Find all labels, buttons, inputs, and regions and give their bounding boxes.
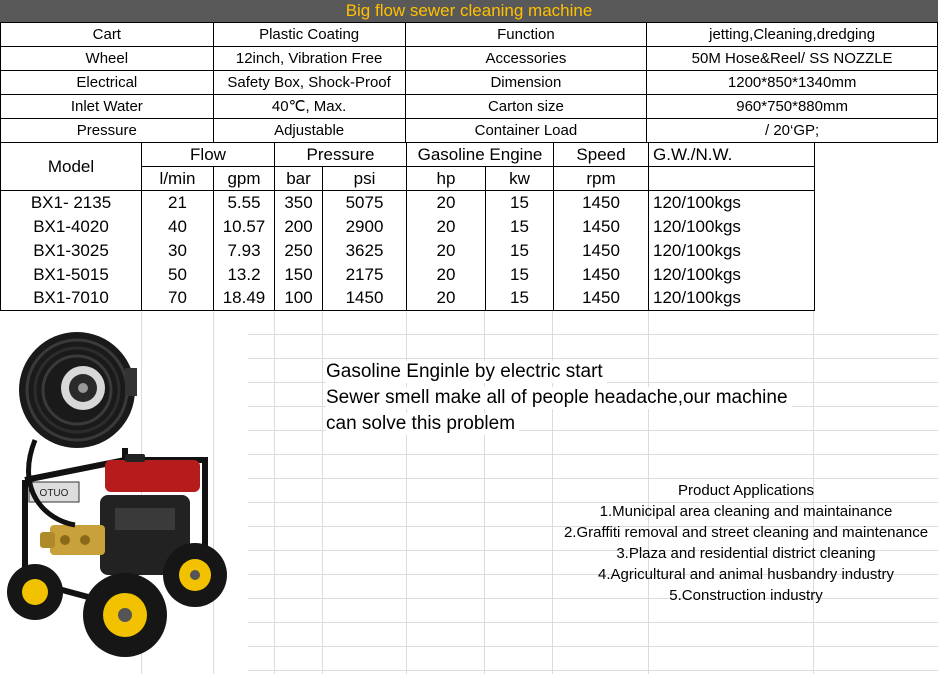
spec-row bbox=[1, 119, 938, 143]
table-row bbox=[1, 191, 815, 215]
model-header: Model bbox=[1, 143, 142, 191]
flow-header: Flow bbox=[142, 143, 275, 167]
cell-model: BX1-3025 bbox=[1, 239, 142, 263]
sewer-jetter-machine-image bbox=[5, 330, 247, 664]
spec-label: Carton size bbox=[405, 95, 647, 119]
cell-rpm: 1450 bbox=[554, 191, 649, 215]
application-item: 2.Graffiti removal and street cleaning and maintenance bbox=[563, 524, 929, 541]
application-item: 1.Municipal area cleaning and maintainance bbox=[599, 503, 893, 520]
front-wheel bbox=[83, 573, 167, 657]
unit-rpm: rpm bbox=[554, 167, 649, 191]
cell-gpm: 13.2 bbox=[214, 263, 275, 287]
cell-rpm: 1450 bbox=[554, 287, 649, 311]
model-table bbox=[0, 142, 815, 311]
spec-table bbox=[0, 22, 938, 143]
spec-label: Wheel bbox=[1, 47, 214, 71]
cell-gw: 120/100kgs bbox=[649, 239, 815, 263]
spec-label: Dimension bbox=[405, 71, 647, 95]
brass-pump bbox=[40, 525, 105, 555]
spec-row bbox=[1, 23, 938, 47]
page-title: Big flow sewer cleaning machine bbox=[0, 0, 938, 22]
unit-psi: psi bbox=[323, 167, 407, 191]
cell-model: BX1-7010 bbox=[1, 287, 142, 311]
feature-line-2: Sewer smell make all of people headache,our machine bbox=[326, 387, 792, 409]
cell-gpm: 10.57 bbox=[214, 215, 275, 239]
unit-kw: kw bbox=[486, 167, 554, 191]
cell-lmin: 21 bbox=[142, 191, 214, 215]
table-row bbox=[1, 239, 815, 263]
application-item: 5.Construction industry bbox=[669, 587, 823, 604]
model-table-header-row bbox=[1, 143, 815, 167]
rear-wheel bbox=[163, 543, 227, 607]
cell-psi: 3625 bbox=[323, 239, 407, 263]
application-item: 3.Plaza and residential district cleaning bbox=[616, 545, 876, 562]
spec-value: 12inch, Vibration Free bbox=[213, 47, 405, 71]
cell-gw: 120/100kgs bbox=[649, 263, 815, 287]
cell-lmin: 40 bbox=[142, 215, 214, 239]
application-item: 4.Agricultural and animal husbandry industry bbox=[598, 566, 894, 583]
cell-model: BX1-4020 bbox=[1, 215, 142, 239]
feature-line-1: Gasoline Enginle by electric start bbox=[326, 361, 607, 383]
spec-value: / 20‘GP; bbox=[647, 119, 938, 143]
left-wheel bbox=[7, 564, 63, 620]
speed-header: Speed bbox=[554, 143, 649, 167]
cell-gpm: 18.49 bbox=[214, 287, 275, 311]
cell-hp: 20 bbox=[407, 287, 486, 311]
cell-kw: 15 bbox=[486, 215, 554, 239]
spec-row bbox=[1, 71, 938, 95]
cell-hp: 20 bbox=[407, 239, 486, 263]
spec-label: Container Load bbox=[405, 119, 647, 143]
spec-value: 50M Hose&Reel/ SS NOZZLE bbox=[647, 47, 938, 71]
spec-value: Safety Box, Shock-Proof bbox=[213, 71, 405, 95]
cell-lmin: 50 bbox=[142, 263, 214, 287]
fuel-tank bbox=[105, 460, 200, 492]
cell-gpm: 5.55 bbox=[214, 191, 275, 215]
cell-kw: 15 bbox=[486, 239, 554, 263]
spec-label: Accessories bbox=[405, 47, 647, 71]
unit-lmin: l/min bbox=[142, 167, 214, 191]
cell-bar: 350 bbox=[275, 191, 323, 215]
cell-hp: 20 bbox=[407, 191, 486, 215]
cell-kw: 15 bbox=[486, 263, 554, 287]
cell-bar: 150 bbox=[275, 263, 323, 287]
spec-label: Electrical bbox=[1, 71, 214, 95]
spec-row bbox=[1, 95, 938, 119]
cell-rpm: 1450 bbox=[554, 215, 649, 239]
cell-rpm: 1450 bbox=[554, 263, 649, 287]
spec-value: 40℃, Max. bbox=[213, 95, 405, 119]
cell-gw: 120/100kgs bbox=[649, 287, 815, 311]
cell-gpm: 7.93 bbox=[214, 239, 275, 263]
spec-label: Cart bbox=[1, 23, 214, 47]
pressure-header: Pressure bbox=[275, 143, 407, 167]
unit-bar: bar bbox=[275, 167, 323, 191]
unit-gpm: gpm bbox=[214, 167, 275, 191]
spec-value: Adjustable bbox=[213, 119, 405, 143]
spec-value: 960*750*880mm bbox=[647, 95, 938, 119]
spec-value: 1200*850*1340mm bbox=[647, 71, 938, 95]
cell-hp: 20 bbox=[407, 263, 486, 287]
hose-reel bbox=[19, 332, 137, 448]
cell-model: BX1- 2135 bbox=[1, 191, 142, 215]
cell-gw: 120/100kgs bbox=[649, 215, 815, 239]
cell-psi: 2175 bbox=[323, 263, 407, 287]
spec-label: Pressure bbox=[1, 119, 214, 143]
cell-kw: 15 bbox=[486, 287, 554, 311]
table-row bbox=[1, 287, 815, 311]
spec-label: Inlet Water bbox=[1, 95, 214, 119]
spec-label: Function bbox=[405, 23, 647, 47]
cell-hp: 20 bbox=[407, 215, 486, 239]
cell-bar: 250 bbox=[275, 239, 323, 263]
cell-model: BX1-5015 bbox=[1, 263, 142, 287]
cell-rpm: 1450 bbox=[554, 239, 649, 263]
unit-gw bbox=[649, 167, 815, 191]
cell-lmin: 70 bbox=[142, 287, 214, 311]
cell-bar: 200 bbox=[275, 215, 323, 239]
spec-row bbox=[1, 47, 938, 71]
table-row bbox=[1, 215, 815, 239]
engine-header: Gasoline Engine bbox=[407, 143, 554, 167]
cell-lmin: 30 bbox=[142, 239, 214, 263]
cell-kw: 15 bbox=[486, 191, 554, 215]
spec-value: jetting,Cleaning,dredging bbox=[647, 23, 938, 47]
spec-value: Plastic Coating bbox=[213, 23, 405, 47]
cell-psi: 1450 bbox=[323, 287, 407, 311]
gw-header: G.W./N.W. bbox=[649, 143, 815, 167]
cell-psi: 5075 bbox=[323, 191, 407, 215]
cell-bar: 100 bbox=[275, 287, 323, 311]
brand-label: OTUO bbox=[39, 488, 69, 499]
cell-gw: 120/100kgs bbox=[649, 191, 815, 215]
cell-psi: 2900 bbox=[323, 215, 407, 239]
unit-hp: hp bbox=[407, 167, 486, 191]
applications-heading: Product Applications bbox=[678, 482, 814, 499]
table-row bbox=[1, 263, 815, 287]
feature-line-3: can solve this problem bbox=[326, 413, 519, 435]
product-applications bbox=[556, 480, 936, 606]
